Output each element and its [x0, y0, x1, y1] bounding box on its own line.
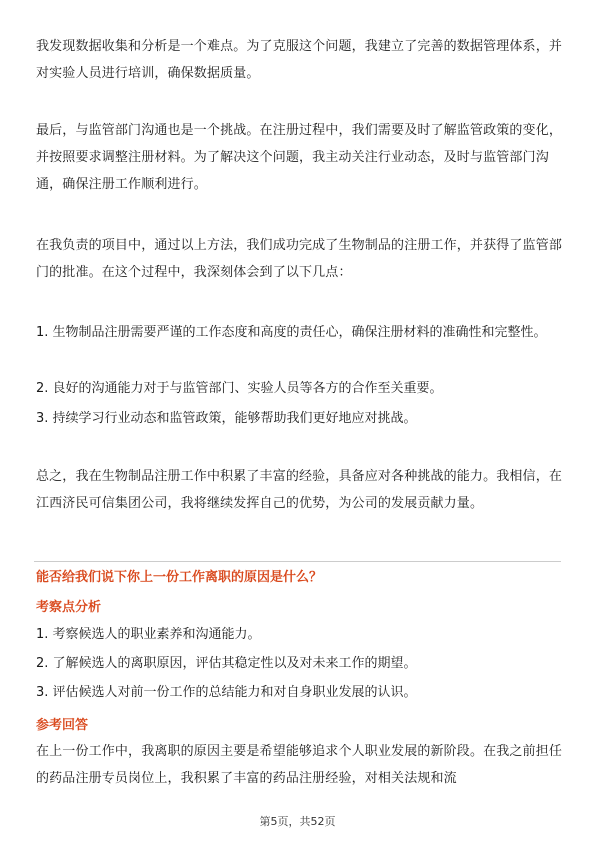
paragraph-project-result: 在我负责的项目中，通过以上方法，我们成功完成了生物制品的注册工作，并获得了监管部门的批准。在这个过程中，我深刻体会到了以下几点： — [36, 238, 563, 280]
list-item: 2. 良好的沟通能力对于与监管部门、实验人员等各方的合作至关重要。 — [36, 381, 443, 396]
list-item: 2. 了解候选人的离职原因，评估其稳定性以及对未来工作的期望。 — [36, 656, 417, 671]
page-number: 第5页，共52页 — [259, 815, 336, 828]
list-item: 1. 生物制品注册需要严谨的工作态度和高度的责任心，确保注册材料的准确性和完整性。 — [36, 325, 547, 340]
section-divider — [34, 561, 561, 562]
list-item: 3. 持续学习行业动态和监管政策，能够帮助我们更好地应对挑战。 — [36, 411, 417, 426]
answer-heading: 参考回答 — [36, 718, 89, 733]
question-title: 能否给我们说下你上一份工作离职的原因是什么？ — [36, 570, 323, 585]
list-item: 1. 考察候选人的职业素养和沟通能力。 — [36, 627, 261, 642]
list-item: 3. 评估候选人对前一份工作的总结能力和对自身职业发展的认识。 — [36, 685, 417, 700]
analysis-heading: 考察点分析 — [36, 600, 102, 615]
answer-text: 在上一份工作中，我离职的原因主要是希望能够追求个人职业发展的新阶段。在我之前担任的药品注册专员岗位上，我积累了丰富的药品注册经验，对相关法规和流 — [36, 744, 563, 786]
paragraph-summary: 总之，我在生物制品注册工作中积累了丰富的经验，具备应对各种挑战的能力。我相信，在江西济民可信集团公司，我将继续发挥自己的优势，为公司的发展贡献力量。 — [36, 469, 563, 511]
paragraph-regulatory-challenge: 最后，与监管部门沟通也是一个挑战。在注册过程中，我们需要及时了解监管政策的变化，并按照要求调整注册材料。为了解决这个问题，我主动关注行业动态，及时与监管部门沟通，确保注册工作顺利进行。 — [36, 123, 563, 192]
paragraph-data-challenge: 我发现数据收集和分析是一个难点。为了克服这个问题，我建立了完善的数据管理体系，并对实验人员进行培训，确保数据质量。 — [36, 39, 563, 81]
